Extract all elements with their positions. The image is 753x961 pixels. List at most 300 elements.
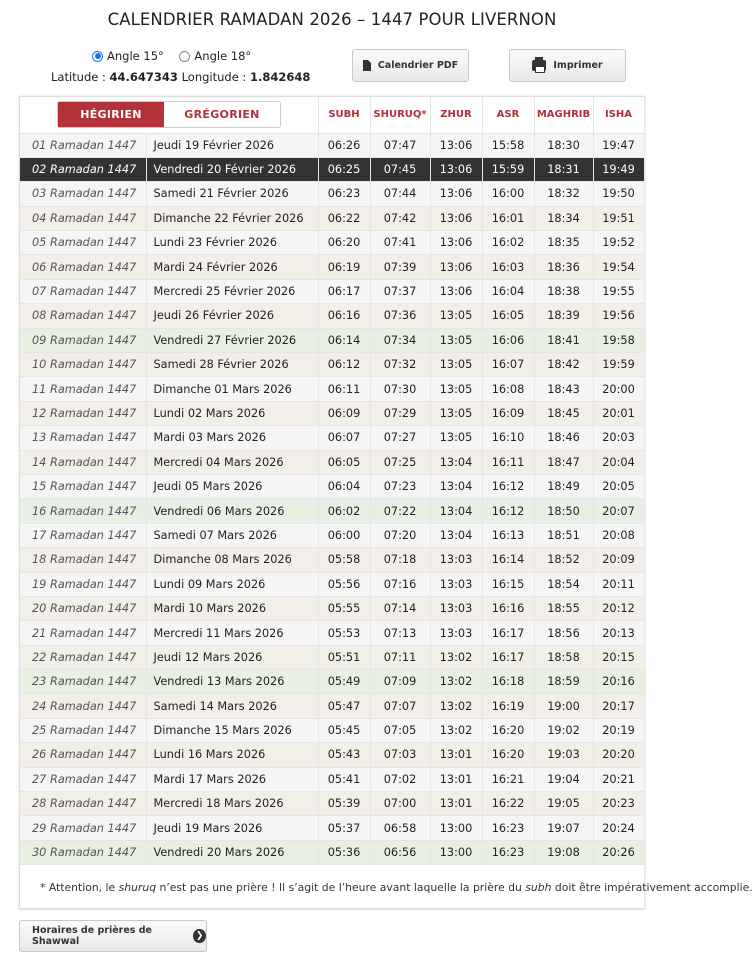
- subh-time-cell: 05:49: [318, 670, 370, 694]
- calendar-type-toggle-cell: [20, 97, 318, 133]
- gregorian-date-cell: Mercredi 25 Février 2026: [146, 279, 318, 303]
- asr-time-cell: 16:01: [482, 206, 534, 230]
- asr-time-cell: 16:09: [482, 401, 534, 425]
- shuruq-time-cell: 07:44: [370, 182, 430, 206]
- zhur-time-cell: 13:06: [430, 133, 482, 157]
- isha-time-cell: 19:55: [593, 279, 644, 303]
- hijri-date-cell: 18 Ramadan 1447: [20, 548, 146, 572]
- note-text-3: doit être impérativement accomplie.: [551, 880, 753, 894]
- isha-time-cell: 20:03: [593, 426, 644, 450]
- latitude-label: Latitude :: [51, 70, 106, 84]
- table-row-current-day: [20, 157, 644, 181]
- hijri-date-cell: 14 Ramadan 1447: [20, 450, 146, 474]
- gregorian-date-cell: Mercredi 18 Mars 2026: [146, 792, 318, 816]
- hijri-date-cell: 09 Ramadan 1447: [20, 328, 146, 352]
- shuruq-time-cell: 07:14: [370, 596, 430, 620]
- shuruq-time-cell: 07:02: [370, 767, 430, 791]
- zhur-time-cell: 13:02: [430, 694, 482, 718]
- angle-15-radio[interactable]: [92, 51, 103, 62]
- asr-time-cell: 16:14: [482, 548, 534, 572]
- table-row: [20, 792, 644, 816]
- angle-selector: [92, 49, 263, 65]
- zhur-time-cell: 13:06: [430, 157, 482, 181]
- subh-time-cell: 05:39: [318, 792, 370, 816]
- gregorian-date-cell: Dimanche 01 Mars 2026: [146, 377, 318, 401]
- asr-time-cell: 16:21: [482, 767, 534, 791]
- isha-time-cell: 20:01: [593, 401, 644, 425]
- latitude-value: 44.647343: [109, 70, 178, 84]
- table-row: [20, 304, 644, 328]
- shuruq-time-cell: 07:37: [370, 279, 430, 303]
- maghrib-time-cell: 18:59: [534, 670, 593, 694]
- hijri-date-cell: 10 Ramadan 1447: [20, 353, 146, 377]
- maghrib-time-cell: 18:49: [534, 474, 593, 498]
- hijri-date-cell: 22 Ramadan 1447: [20, 645, 146, 669]
- shuruq-time-cell: 07:41: [370, 231, 430, 255]
- isha-time-cell: 20:17: [593, 694, 644, 718]
- hijri-date-cell: 13 Ramadan 1447: [20, 426, 146, 450]
- column-header-isha: ISHA: [593, 97, 644, 133]
- note-text-2: n’est pas une prière ! Il s’agit de l’heure avant laquelle la prière du: [156, 880, 526, 894]
- maghrib-time-cell: 18:32: [534, 182, 593, 206]
- shuruq-time-cell: 07:29: [370, 401, 430, 425]
- isha-time-cell: 19:51: [593, 206, 644, 230]
- shuruq-time-cell: 07:20: [370, 523, 430, 547]
- hijri-date-cell: 28 Ramadan 1447: [20, 792, 146, 816]
- zhur-time-cell: 13:03: [430, 621, 482, 645]
- isha-time-cell: 20:04: [593, 450, 644, 474]
- hijri-date-cell: 01 Ramadan 1447: [20, 133, 146, 157]
- subh-time-cell: 06:17: [318, 279, 370, 303]
- asr-time-cell: 16:08: [482, 377, 534, 401]
- table-row: [20, 426, 644, 450]
- hijri-date-cell: 30 Ramadan 1447: [20, 840, 146, 864]
- maghrib-time-cell: 18:31: [534, 157, 593, 181]
- subh-time-cell: 06:25: [318, 157, 370, 181]
- angle-15-label: Angle 15°: [107, 49, 164, 63]
- asr-time-cell: 16:04: [482, 279, 534, 303]
- shuruq-time-cell: 07:00: [370, 792, 430, 816]
- table-row: [20, 743, 644, 767]
- zhur-time-cell: 13:06: [430, 231, 482, 255]
- column-header-subh: SUBH: [318, 97, 370, 133]
- table-row: [20, 596, 644, 620]
- isha-time-cell: 20:07: [593, 499, 644, 523]
- subh-time-cell: 06:09: [318, 401, 370, 425]
- maghrib-time-cell: 18:38: [534, 279, 593, 303]
- maghrib-time-cell: 18:43: [534, 377, 593, 401]
- table-row: [20, 621, 644, 645]
- zhur-time-cell: 13:06: [430, 182, 482, 206]
- subh-time-cell: 05:36: [318, 840, 370, 864]
- note-text-1: * Attention, le: [40, 880, 119, 894]
- table-row: [20, 840, 644, 864]
- asr-time-cell: 16:23: [482, 840, 534, 864]
- zhur-time-cell: 13:01: [430, 743, 482, 767]
- zhur-time-cell: 13:05: [430, 401, 482, 425]
- pdf-file-icon: [363, 60, 371, 71]
- zhur-time-cell: 13:06: [430, 255, 482, 279]
- table-row: [20, 377, 644, 401]
- shuruq-time-cell: 07:09: [370, 670, 430, 694]
- asr-time-cell: 16:11: [482, 450, 534, 474]
- angle-18-radio[interactable]: [179, 51, 190, 62]
- maghrib-time-cell: 18:50: [534, 499, 593, 523]
- shuruq-time-cell: 07:18: [370, 548, 430, 572]
- isha-time-cell: 19:54: [593, 255, 644, 279]
- table-header-row: [20, 97, 644, 133]
- isha-time-cell: 19:50: [593, 182, 644, 206]
- page-title: CALENDRIER RAMADAN 2026 – 1447 POUR LIVERNON: [107, 10, 557, 29]
- hijri-date-cell: 15 Ramadan 1447: [20, 474, 146, 498]
- maghrib-time-cell: 19:08: [534, 840, 593, 864]
- subh-time-cell: 06:19: [318, 255, 370, 279]
- column-header-shuruq: SHURUQ*: [370, 97, 430, 133]
- hijri-date-cell: 29 Ramadan 1447: [20, 816, 146, 840]
- zhur-time-cell: 13:00: [430, 816, 482, 840]
- isha-time-cell: 20:19: [593, 718, 644, 742]
- gregorian-date-cell: Mercredi 04 Mars 2026: [146, 450, 318, 474]
- calendar-table: [20, 97, 753, 910]
- maghrib-time-cell: 19:05: [534, 792, 593, 816]
- shuruq-time-cell: 07:16: [370, 572, 430, 596]
- asr-time-cell: 16:03: [482, 255, 534, 279]
- hijri-date-cell: 08 Ramadan 1447: [20, 304, 146, 328]
- isha-time-cell: 20:05: [593, 474, 644, 498]
- zhur-time-cell: 13:05: [430, 304, 482, 328]
- subh-time-cell: 06:00: [318, 523, 370, 547]
- shuruq-time-cell: 07:32: [370, 353, 430, 377]
- zhur-time-cell: 13:02: [430, 718, 482, 742]
- shuruq-time-cell: 07:13: [370, 621, 430, 645]
- gregorian-date-cell: Jeudi 19 Février 2026: [146, 133, 318, 157]
- zhur-time-cell: 13:05: [430, 328, 482, 352]
- isha-time-cell: 20:09: [593, 548, 644, 572]
- isha-time-cell: 20:16: [593, 670, 644, 694]
- gregorian-date-cell: Vendredi 06 Mars 2026: [146, 499, 318, 523]
- longitude-value: 1.842648: [249, 70, 311, 84]
- asr-time-cell: 16:00: [482, 182, 534, 206]
- angle-18-label: Angle 18°: [194, 49, 252, 63]
- table-row: [20, 694, 644, 718]
- gregorian-date-cell: Lundi 09 Mars 2026: [146, 572, 318, 596]
- isha-time-cell: 20:12: [593, 596, 644, 620]
- isha-time-cell: 20:08: [593, 523, 644, 547]
- maghrib-time-cell: 18:51: [534, 523, 593, 547]
- subh-time-cell: 06:05: [318, 450, 370, 474]
- gregorian-date-cell: Vendredi 20 Février 2026: [146, 157, 318, 181]
- column-header-zhur: ZHUR: [430, 97, 482, 133]
- zhur-time-cell: 13:04: [430, 499, 482, 523]
- subh-time-cell: 06:20: [318, 231, 370, 255]
- shuruq-time-cell: 07:23: [370, 474, 430, 498]
- hijri-date-cell: 27 Ramadan 1447: [20, 767, 146, 791]
- subh-time-cell: 06:26: [318, 133, 370, 157]
- subh-time-cell: 05:58: [318, 548, 370, 572]
- maghrib-time-cell: 18:36: [534, 255, 593, 279]
- print-button[interactable]: [509, 49, 626, 82]
- calendar-type-toggle: [57, 101, 281, 128]
- asr-time-cell: 16:07: [482, 353, 534, 377]
- subh-time-cell: 06:14: [318, 328, 370, 352]
- maghrib-time-cell: 18:55: [534, 596, 593, 620]
- hijri-date-cell: 05 Ramadan 1447: [20, 231, 146, 255]
- zhur-time-cell: 13:01: [430, 792, 482, 816]
- zhur-time-cell: 13:03: [430, 596, 482, 620]
- note-shuruq: shuruq: [118, 880, 157, 894]
- asr-time-cell: 16:12: [482, 474, 534, 498]
- print-button-label: Imprimer: [553, 60, 603, 71]
- gregorian-date-cell: Jeudi 12 Mars 2026: [146, 645, 318, 669]
- table-row: [20, 572, 644, 596]
- angle-18-option[interactable]: [179, 49, 251, 63]
- maghrib-time-cell: 18:45: [534, 401, 593, 425]
- subh-time-cell: 05:37: [318, 816, 370, 840]
- asr-time-cell: 16:18: [482, 670, 534, 694]
- maghrib-time-cell: 18:54: [534, 572, 593, 596]
- maghrib-time-cell: 19:02: [534, 718, 593, 742]
- hijri-date-cell: 06 Ramadan 1447: [20, 255, 146, 279]
- shuruq-time-cell: 07:27: [370, 426, 430, 450]
- gregorian-date-cell: Vendredi 27 Février 2026: [146, 328, 318, 352]
- maghrib-time-cell: 18:58: [534, 645, 593, 669]
- hijri-date-cell: 25 Ramadan 1447: [20, 718, 146, 742]
- asr-time-cell: 16:20: [482, 743, 534, 767]
- subh-time-cell: 05:47: [318, 694, 370, 718]
- isha-time-cell: 20:21: [593, 767, 644, 791]
- table-row: [20, 328, 644, 352]
- gregorian-date-cell: Mardi 17 Mars 2026: [146, 767, 318, 791]
- maghrib-time-cell: 19:07: [534, 816, 593, 840]
- zhur-time-cell: 13:02: [430, 645, 482, 669]
- asr-time-cell: 15:58: [482, 133, 534, 157]
- hijri-date-cell: 17 Ramadan 1447: [20, 523, 146, 547]
- maghrib-time-cell: 18:39: [534, 304, 593, 328]
- gregorian-date-cell: Lundi 16 Mars 2026: [146, 743, 318, 767]
- asr-time-cell: 16:12: [482, 499, 534, 523]
- shuruq-time-cell: 06:58: [370, 816, 430, 840]
- table-row: [20, 767, 644, 791]
- isha-time-cell: 19:56: [593, 304, 644, 328]
- zhur-time-cell: 13:05: [430, 353, 482, 377]
- shuruq-time-cell: 07:22: [370, 499, 430, 523]
- asr-time-cell: 16:16: [482, 596, 534, 620]
- note-row: [20, 865, 644, 910]
- asr-time-cell: 15:59: [482, 157, 534, 181]
- maghrib-time-cell: 19:00: [534, 694, 593, 718]
- isha-time-cell: 19:49: [593, 157, 644, 181]
- isha-time-cell: 19:59: [593, 353, 644, 377]
- isha-time-cell: 19:58: [593, 328, 644, 352]
- shawwal-prayer-times-button[interactable]: [19, 920, 207, 952]
- table-row: [20, 474, 644, 498]
- subh-time-cell: 05:56: [318, 572, 370, 596]
- isha-time-cell: 20:00: [593, 377, 644, 401]
- hijri-date-cell: 26 Ramadan 1447: [20, 743, 146, 767]
- asr-time-cell: 16:17: [482, 621, 534, 645]
- gregorian-toggle-button[interactable]: GRÉGORIEN: [164, 102, 280, 127]
- maghrib-time-cell: 18:41: [534, 328, 593, 352]
- hijri-date-cell: 23 Ramadan 1447: [20, 670, 146, 694]
- maghrib-time-cell: 18:30: [534, 133, 593, 157]
- maghrib-time-cell: 18:56: [534, 621, 593, 645]
- table-row: [20, 353, 644, 377]
- subh-time-cell: 06:02: [318, 499, 370, 523]
- table-row: [20, 523, 644, 547]
- gregorian-date-cell: Samedi 07 Mars 2026: [146, 523, 318, 547]
- gregorian-date-cell: Jeudi 05 Mars 2026: [146, 474, 318, 498]
- gregorian-date-cell: Vendredi 20 Mars 2026: [146, 840, 318, 864]
- zhur-time-cell: 13:05: [430, 377, 482, 401]
- asr-time-cell: 16:06: [482, 328, 534, 352]
- zhur-time-cell: 13:06: [430, 206, 482, 230]
- gregorian-date-cell: Dimanche 15 Mars 2026: [146, 718, 318, 742]
- zhur-time-cell: 13:06: [430, 279, 482, 303]
- gregorian-date-cell: Samedi 14 Mars 2026: [146, 694, 318, 718]
- subh-time-cell: 06:16: [318, 304, 370, 328]
- shuruq-time-cell: 07:47: [370, 133, 430, 157]
- gregorian-date-cell: Jeudi 26 Février 2026: [146, 304, 318, 328]
- subh-time-cell: 06:07: [318, 426, 370, 450]
- isha-time-cell: 20:23: [593, 792, 644, 816]
- zhur-time-cell: 13:00: [430, 840, 482, 864]
- hijri-date-cell: 11 Ramadan 1447: [20, 377, 146, 401]
- shuruq-time-cell: 06:56: [370, 840, 430, 864]
- subh-time-cell: 06:22: [318, 206, 370, 230]
- hijri-date-cell: 12 Ramadan 1447: [20, 401, 146, 425]
- gregorian-date-cell: Mercredi 11 Mars 2026: [146, 621, 318, 645]
- asr-time-cell: 16:15: [482, 572, 534, 596]
- table-row: [20, 718, 644, 742]
- zhur-time-cell: 13:04: [430, 450, 482, 474]
- calendar-table-container: [19, 96, 753, 909]
- column-header-maghrib: MAGHRIB: [534, 97, 593, 133]
- maghrib-time-cell: 19:04: [534, 767, 593, 791]
- subh-time-cell: 06:12: [318, 353, 370, 377]
- asr-time-cell: 16:23: [482, 816, 534, 840]
- asr-time-cell: 16:10: [482, 426, 534, 450]
- table-row: [20, 499, 644, 523]
- gregorian-date-cell: Samedi 21 Février 2026: [146, 182, 318, 206]
- subh-time-cell: 06:04: [318, 474, 370, 498]
- subh-time-cell: 05:53: [318, 621, 370, 645]
- asr-time-cell: 16:22: [482, 792, 534, 816]
- isha-time-cell: 20:24: [593, 816, 644, 840]
- table-row: [20, 206, 644, 230]
- hijri-date-cell: 20 Ramadan 1447: [20, 596, 146, 620]
- subh-time-cell: 05:51: [318, 645, 370, 669]
- isha-time-cell: 20:11: [593, 572, 644, 596]
- subh-time-cell: 05:43: [318, 743, 370, 767]
- shuruq-note: [20, 865, 753, 910]
- table-row: [20, 816, 644, 840]
- zhur-time-cell: 13:03: [430, 548, 482, 572]
- gregorian-date-cell: Dimanche 08 Mars 2026: [146, 548, 318, 572]
- hijri-date-cell: 03 Ramadan 1447: [20, 182, 146, 206]
- maghrib-time-cell: 18:35: [534, 231, 593, 255]
- subh-time-cell: 05:55: [318, 596, 370, 620]
- maghrib-time-cell: 18:47: [534, 450, 593, 474]
- isha-time-cell: 20:15: [593, 645, 644, 669]
- zhur-time-cell: 13:02: [430, 670, 482, 694]
- isha-time-cell: 20:13: [593, 621, 644, 645]
- shuruq-time-cell: 07:39: [370, 255, 430, 279]
- maghrib-time-cell: 18:34: [534, 206, 593, 230]
- table-row: [20, 133, 644, 157]
- coordinates: [51, 70, 310, 84]
- asr-time-cell: 16:19: [482, 694, 534, 718]
- printer-icon: [532, 60, 546, 71]
- table-row: [20, 670, 644, 694]
- hijri-date-cell: 02 Ramadan 1447: [20, 157, 146, 181]
- isha-time-cell: 19:52: [593, 231, 644, 255]
- gregorian-date-cell: Samedi 28 Février 2026: [146, 353, 318, 377]
- shuruq-time-cell: 07:34: [370, 328, 430, 352]
- gregorian-date-cell: Dimanche 22 Février 2026: [146, 206, 318, 230]
- subh-time-cell: 06:11: [318, 377, 370, 401]
- table-row: [20, 450, 644, 474]
- isha-time-cell: 19:47: [593, 133, 644, 157]
- arrow-right-circle-icon: ❯: [193, 929, 206, 943]
- zhur-time-cell: 13:04: [430, 474, 482, 498]
- hijri-toggle-button[interactable]: HÉGIRIEN: [58, 102, 164, 127]
- longitude-label: Longitude :: [181, 70, 247, 84]
- table-row: [20, 548, 644, 572]
- gregorian-date-cell: Mardi 10 Mars 2026: [146, 596, 318, 620]
- gregorian-date-cell: Jeudi 19 Mars 2026: [146, 816, 318, 840]
- maghrib-time-cell: 18:42: [534, 353, 593, 377]
- hijri-date-cell: 21 Ramadan 1447: [20, 621, 146, 645]
- asr-time-cell: 16:05: [482, 304, 534, 328]
- gregorian-date-cell: Lundi 02 Mars 2026: [146, 401, 318, 425]
- shuruq-time-cell: 07:25: [370, 450, 430, 474]
- pdf-button-label: Calendrier PDF: [377, 60, 459, 71]
- subh-time-cell: 05:45: [318, 718, 370, 742]
- shuruq-time-cell: 07:03: [370, 743, 430, 767]
- table-row: [20, 279, 644, 303]
- shawwal-button-label: Horaires de prières de Shawwal: [32, 925, 152, 947]
- shuruq-time-cell: 07:11: [370, 645, 430, 669]
- shuruq-time-cell: 07:36: [370, 304, 430, 328]
- asr-time-cell: 16:17: [482, 645, 534, 669]
- maghrib-time-cell: 19:03: [534, 743, 593, 767]
- hijri-date-cell: 07 Ramadan 1447: [20, 279, 146, 303]
- hijri-date-cell: 24 Ramadan 1447: [20, 694, 146, 718]
- subh-time-cell: 06:23: [318, 182, 370, 206]
- zhur-time-cell: 13:04: [430, 523, 482, 547]
- hijri-date-cell: 19 Ramadan 1447: [20, 572, 146, 596]
- angle-15-option[interactable]: [92, 49, 164, 63]
- isha-time-cell: 20:20: [593, 743, 644, 767]
- asr-time-cell: 16:20: [482, 718, 534, 742]
- subh-time-cell: 05:41: [318, 767, 370, 791]
- isha-time-cell: 20:26: [593, 840, 644, 864]
- column-header-asr: ASR: [482, 97, 534, 133]
- gregorian-date-cell: Lundi 23 Février 2026: [146, 231, 318, 255]
- shuruq-time-cell: 07:07: [370, 694, 430, 718]
- shuruq-time-cell: 07:45: [370, 157, 430, 181]
- maghrib-time-cell: 18:52: [534, 548, 593, 572]
- shuruq-time-cell: 07:30: [370, 377, 430, 401]
- asr-time-cell: 16:02: [482, 231, 534, 255]
- zhur-time-cell: 13:01: [430, 767, 482, 791]
- hijri-date-cell: 04 Ramadan 1447: [20, 206, 146, 230]
- asr-time-cell: 16:13: [482, 523, 534, 547]
- pdf-calendar-button[interactable]: [352, 49, 469, 82]
- table-row: [20, 231, 644, 255]
- hijri-date-cell: 16 Ramadan 1447: [20, 499, 146, 523]
- gregorian-date-cell: Mardi 03 Mars 2026: [146, 426, 318, 450]
